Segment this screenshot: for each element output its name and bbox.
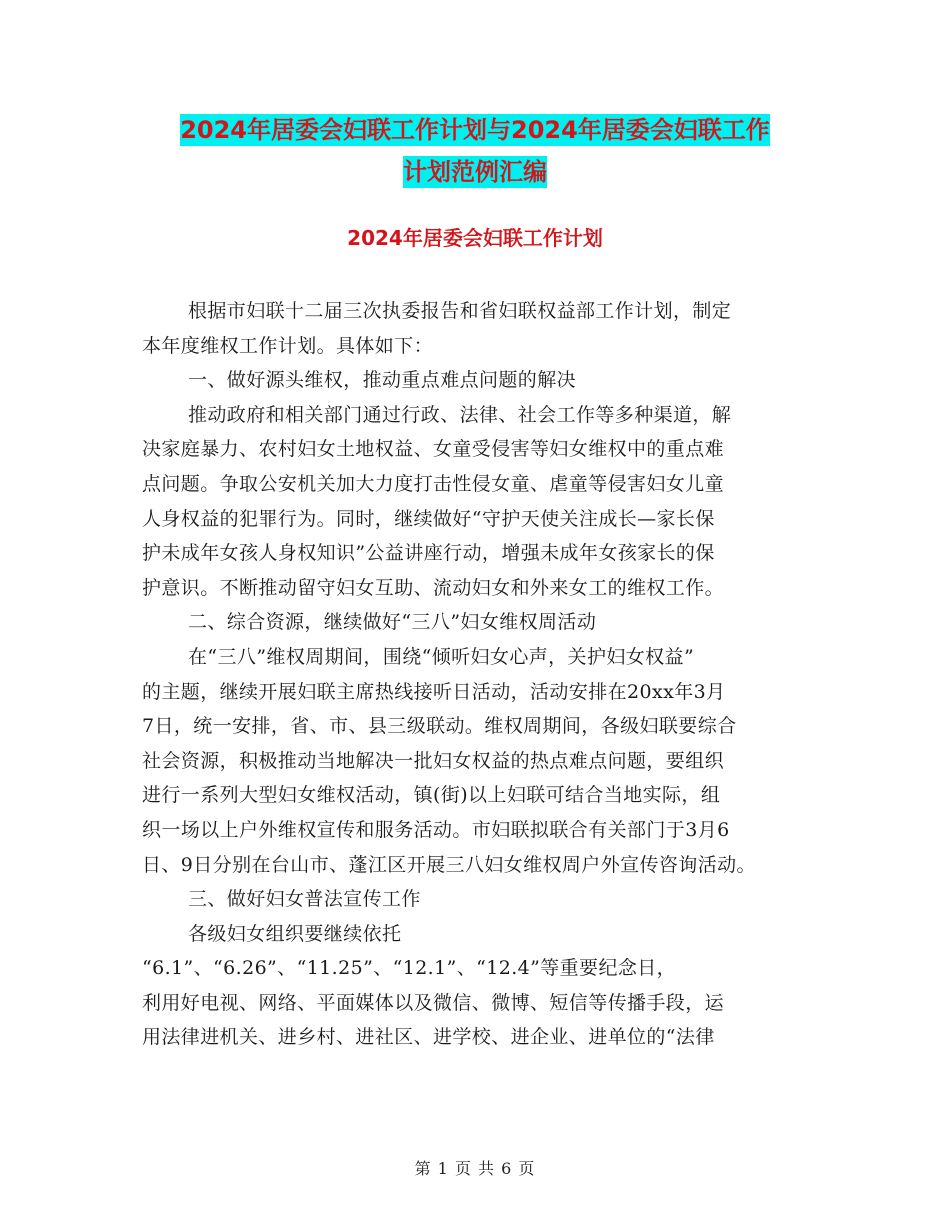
title-text-1: 2024年居委会妇联工作计划与2024年居委会妇联工作 — [180, 116, 770, 144]
body-line: “6.1”、“6.26”、“11.25”、“12.1”、“12.4”等重要纪念日， — [142, 957, 677, 980]
section-title: 2024年居委会妇联工作计划 — [347, 226, 603, 250]
body-line: 护意识。不断推动留守妇女互助、流动妇女和外来女工的维权工作。 — [142, 576, 725, 599]
body-line: 护未成年女孩人身权知识”公益讲座行动，增强未成年女孩家长的保 — [142, 542, 715, 565]
body-line: 点问题。争取公安机关加大力度打击性侵女童、虐童等侵害妇女儿童 — [142, 472, 725, 495]
body-line: 三、做好妇女普法宣传工作 — [188, 888, 421, 911]
body-text — [142, 294, 812, 1055]
body-line: 日、9日分别在台山市、蓬江区开展三八妇女维权周户外宣传咨询活动。 — [142, 853, 756, 876]
body-line: 进行一系列大型妇女维权活动，镇(街)以上妇联可结合当地实际，组 — [142, 784, 721, 807]
body-line: 利用好电视、网络、平面媒体以及微信、微博、短信等传播手段，运 — [142, 991, 725, 1014]
body-line: 在“三八”维权周期间，围绕“倾听妇女心声，关护妇女权益” — [188, 645, 695, 668]
body-line: 社会资源，积极推动当地解决一批妇女权益的热点难点问题，要组织 — [142, 749, 725, 772]
body-line: 各级妇女组织要继续依托 — [188, 922, 402, 945]
body-line: 织一场以上户外维权宣传和服务活动。市妇联拟联合有关部门于3月6 — [142, 818, 730, 841]
body-line: 决家庭暴力、农村妇女土地权益、女童受侵害等妇女维权中的重点难 — [142, 438, 725, 461]
body-line: 用法律进机关、进乡村、进社区、进学校、进企业、进单位的“法律 — [142, 1026, 715, 1049]
title-text-2: 计划范例汇编 — [403, 158, 547, 186]
body-line: 推动政府和相关部门通过行政、法律、社会工作等多种渠道，解 — [188, 403, 732, 426]
body-line: 二、综合资源，继续做好“三八”妇女维权周活动 — [188, 611, 597, 634]
body-line: 人身权益的犯罪行为。同时，继续做好“守护天使关注成长—家长保 — [142, 507, 715, 530]
body-line: 一、做好源头维权，推动重点难点问题的解决 — [188, 369, 577, 392]
document-title-line-2 — [0, 154, 950, 190]
page-footer: 第 1 页 共 6 页 — [414, 1159, 536, 1178]
body-line: 本年度维权工作计划。具体如下： — [142, 334, 434, 357]
body-line: 的主题，继续开展妇联主席热线接听日活动，活动安排在20xx年3月 — [142, 680, 726, 703]
body-line: 7日，统一安排，省、市、县三级联动。维权周期间，各级妇联要综合 — [142, 715, 737, 738]
document-title-line-1 — [0, 112, 950, 148]
body-line: 根据市妇联十二届三次执委报告和省妇联权益部工作计划，制定 — [188, 300, 732, 322]
